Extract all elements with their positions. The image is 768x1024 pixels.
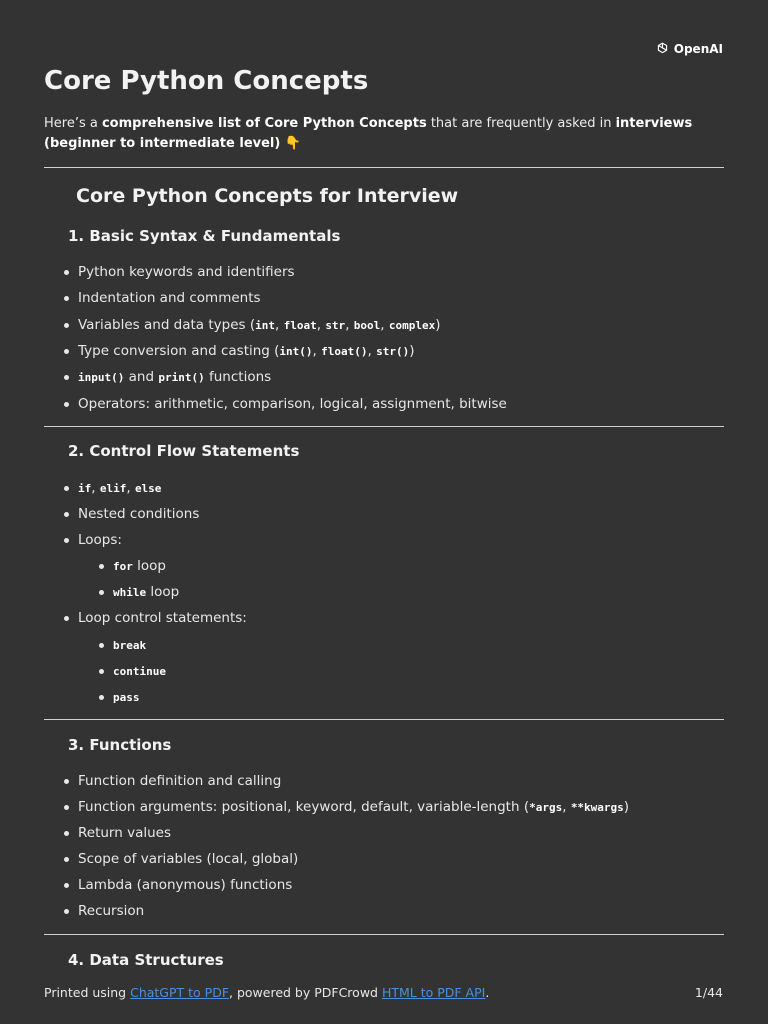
list-item	[78, 505, 199, 523]
list-item	[78, 850, 298, 868]
list-item-text: functions	[204, 369, 272, 385]
document-title: Core Python Concepts	[44, 66, 369, 96]
sub-list-item	[113, 662, 166, 681]
inline-code: bool	[353, 319, 381, 332]
intro-bold-interviews: interviews	[615, 116, 693, 131]
inline-code: complex	[388, 319, 436, 332]
sub-list-item	[113, 636, 146, 655]
list-item	[78, 342, 415, 361]
inline-code: int()	[279, 345, 313, 358]
list-item	[78, 609, 247, 627]
inline-code: input()	[78, 371, 125, 384]
section-3-title: 3. Functions	[68, 736, 172, 754]
inline-code: **kwargs	[570, 801, 624, 814]
list-item-text: and	[124, 369, 159, 385]
list-item	[78, 798, 629, 817]
chatgpt-to-pdf-link[interactable]: ChatGPT to PDF	[130, 985, 230, 1000]
divider	[44, 426, 724, 427]
intro-paragraph	[44, 114, 724, 154]
logo-text: OpenAI	[673, 41, 723, 56]
inline-code: str	[325, 319, 346, 332]
footer	[44, 985, 489, 1000]
inline-code: pass	[113, 691, 140, 704]
separator: ,	[316, 317, 326, 333]
list-item	[78, 368, 271, 387]
intro-bold-level: (beginner to intermediate level)	[44, 136, 281, 151]
list-item-text: Python keywords and identifiers	[78, 264, 295, 280]
footer-text: .	[485, 985, 490, 1000]
divider	[44, 167, 724, 168]
list-item-text: Return values	[78, 825, 171, 841]
list-item	[78, 479, 161, 498]
list-item-text: Lambda (anonymous) functions	[78, 877, 293, 893]
section-2-title: 2. Control Flow Statements	[68, 442, 300, 460]
intro-text: Here’s a	[44, 116, 102, 131]
inline-code: else	[134, 482, 162, 495]
list-item	[78, 824, 171, 842]
sub-list-item	[113, 688, 140, 707]
divider	[44, 719, 724, 720]
separator: ,	[91, 480, 100, 496]
inline-code: float	[283, 319, 317, 332]
openai-logo	[655, 41, 723, 56]
inline-code: break	[113, 639, 147, 652]
separator: ,	[312, 343, 322, 359]
inline-code: print()	[158, 371, 205, 384]
list-item	[78, 531, 122, 549]
list-item-text: )	[623, 799, 630, 815]
list-item	[78, 395, 507, 413]
list-item-text: Function definition and calling	[78, 773, 282, 789]
inline-code: elif	[99, 482, 127, 495]
separator: ,	[275, 317, 284, 333]
list-item-text: Scope of variables (local, global)	[78, 851, 299, 867]
list-item-text: Nested conditions	[78, 506, 200, 522]
footer-text: Printed using	[44, 985, 131, 1000]
inline-code: *args	[529, 801, 563, 814]
inline-code: float()	[321, 345, 368, 358]
section-1-title: 1. Basic Syntax & Fundamentals	[68, 227, 341, 245]
list-item-text: Operators: arithmetic, comparison, logical, assignment, bitwise	[78, 396, 507, 412]
section-4-title: 4. Data Structures	[68, 951, 224, 969]
list-item-text: Indentation and comments	[78, 290, 261, 306]
list-item	[78, 263, 295, 281]
intro-bold-list: comprehensive list of Core Python Concepts	[101, 116, 427, 131]
list-item	[78, 902, 144, 920]
inline-code: int	[255, 319, 275, 332]
divider	[44, 934, 724, 935]
inline-code: if	[78, 482, 92, 495]
inline-code: str()	[376, 345, 410, 358]
separator: ,	[126, 480, 135, 496]
footer-text: , powered by PDFCrowd	[229, 985, 382, 1000]
list-item-text: Variables and data types (	[78, 317, 256, 333]
inline-code: for	[113, 560, 133, 573]
separator: ,	[380, 317, 389, 333]
list-item-text: Function arguments: positional, keyword, default, variable-length (	[78, 799, 530, 815]
sub-list-item	[113, 557, 166, 576]
section-heading: Core Python Concepts for Interview	[76, 185, 459, 207]
list-item-text: loop	[146, 584, 180, 600]
separator: ,	[345, 317, 354, 333]
separator: ,	[562, 799, 571, 815]
list-item-text: Loops:	[78, 532, 122, 548]
separator: ,	[367, 343, 377, 359]
html-to-pdf-api-link[interactable]: HTML to PDF API	[381, 985, 486, 1000]
pointing-down-emoji: 👇	[284, 136, 301, 151]
list-item	[78, 772, 281, 790]
inline-code: while	[113, 586, 147, 599]
inline-code: continue	[113, 665, 166, 678]
openai-icon	[655, 41, 670, 56]
list-item	[78, 289, 261, 307]
list-item-text: Recursion	[78, 903, 145, 919]
list-item-text: Type conversion and casting (	[78, 343, 280, 359]
list-item-text: loop	[132, 558, 167, 574]
list-item-text: Loop control statements:	[78, 610, 247, 626]
list-item	[78, 316, 441, 335]
list-item	[78, 876, 292, 894]
list-item-text: )	[435, 317, 441, 333]
page-number: 1/44	[694, 985, 723, 1000]
list-item-text: )	[409, 343, 415, 359]
sub-list-item	[113, 583, 179, 602]
intro-text: that are frequently asked in	[426, 116, 616, 131]
